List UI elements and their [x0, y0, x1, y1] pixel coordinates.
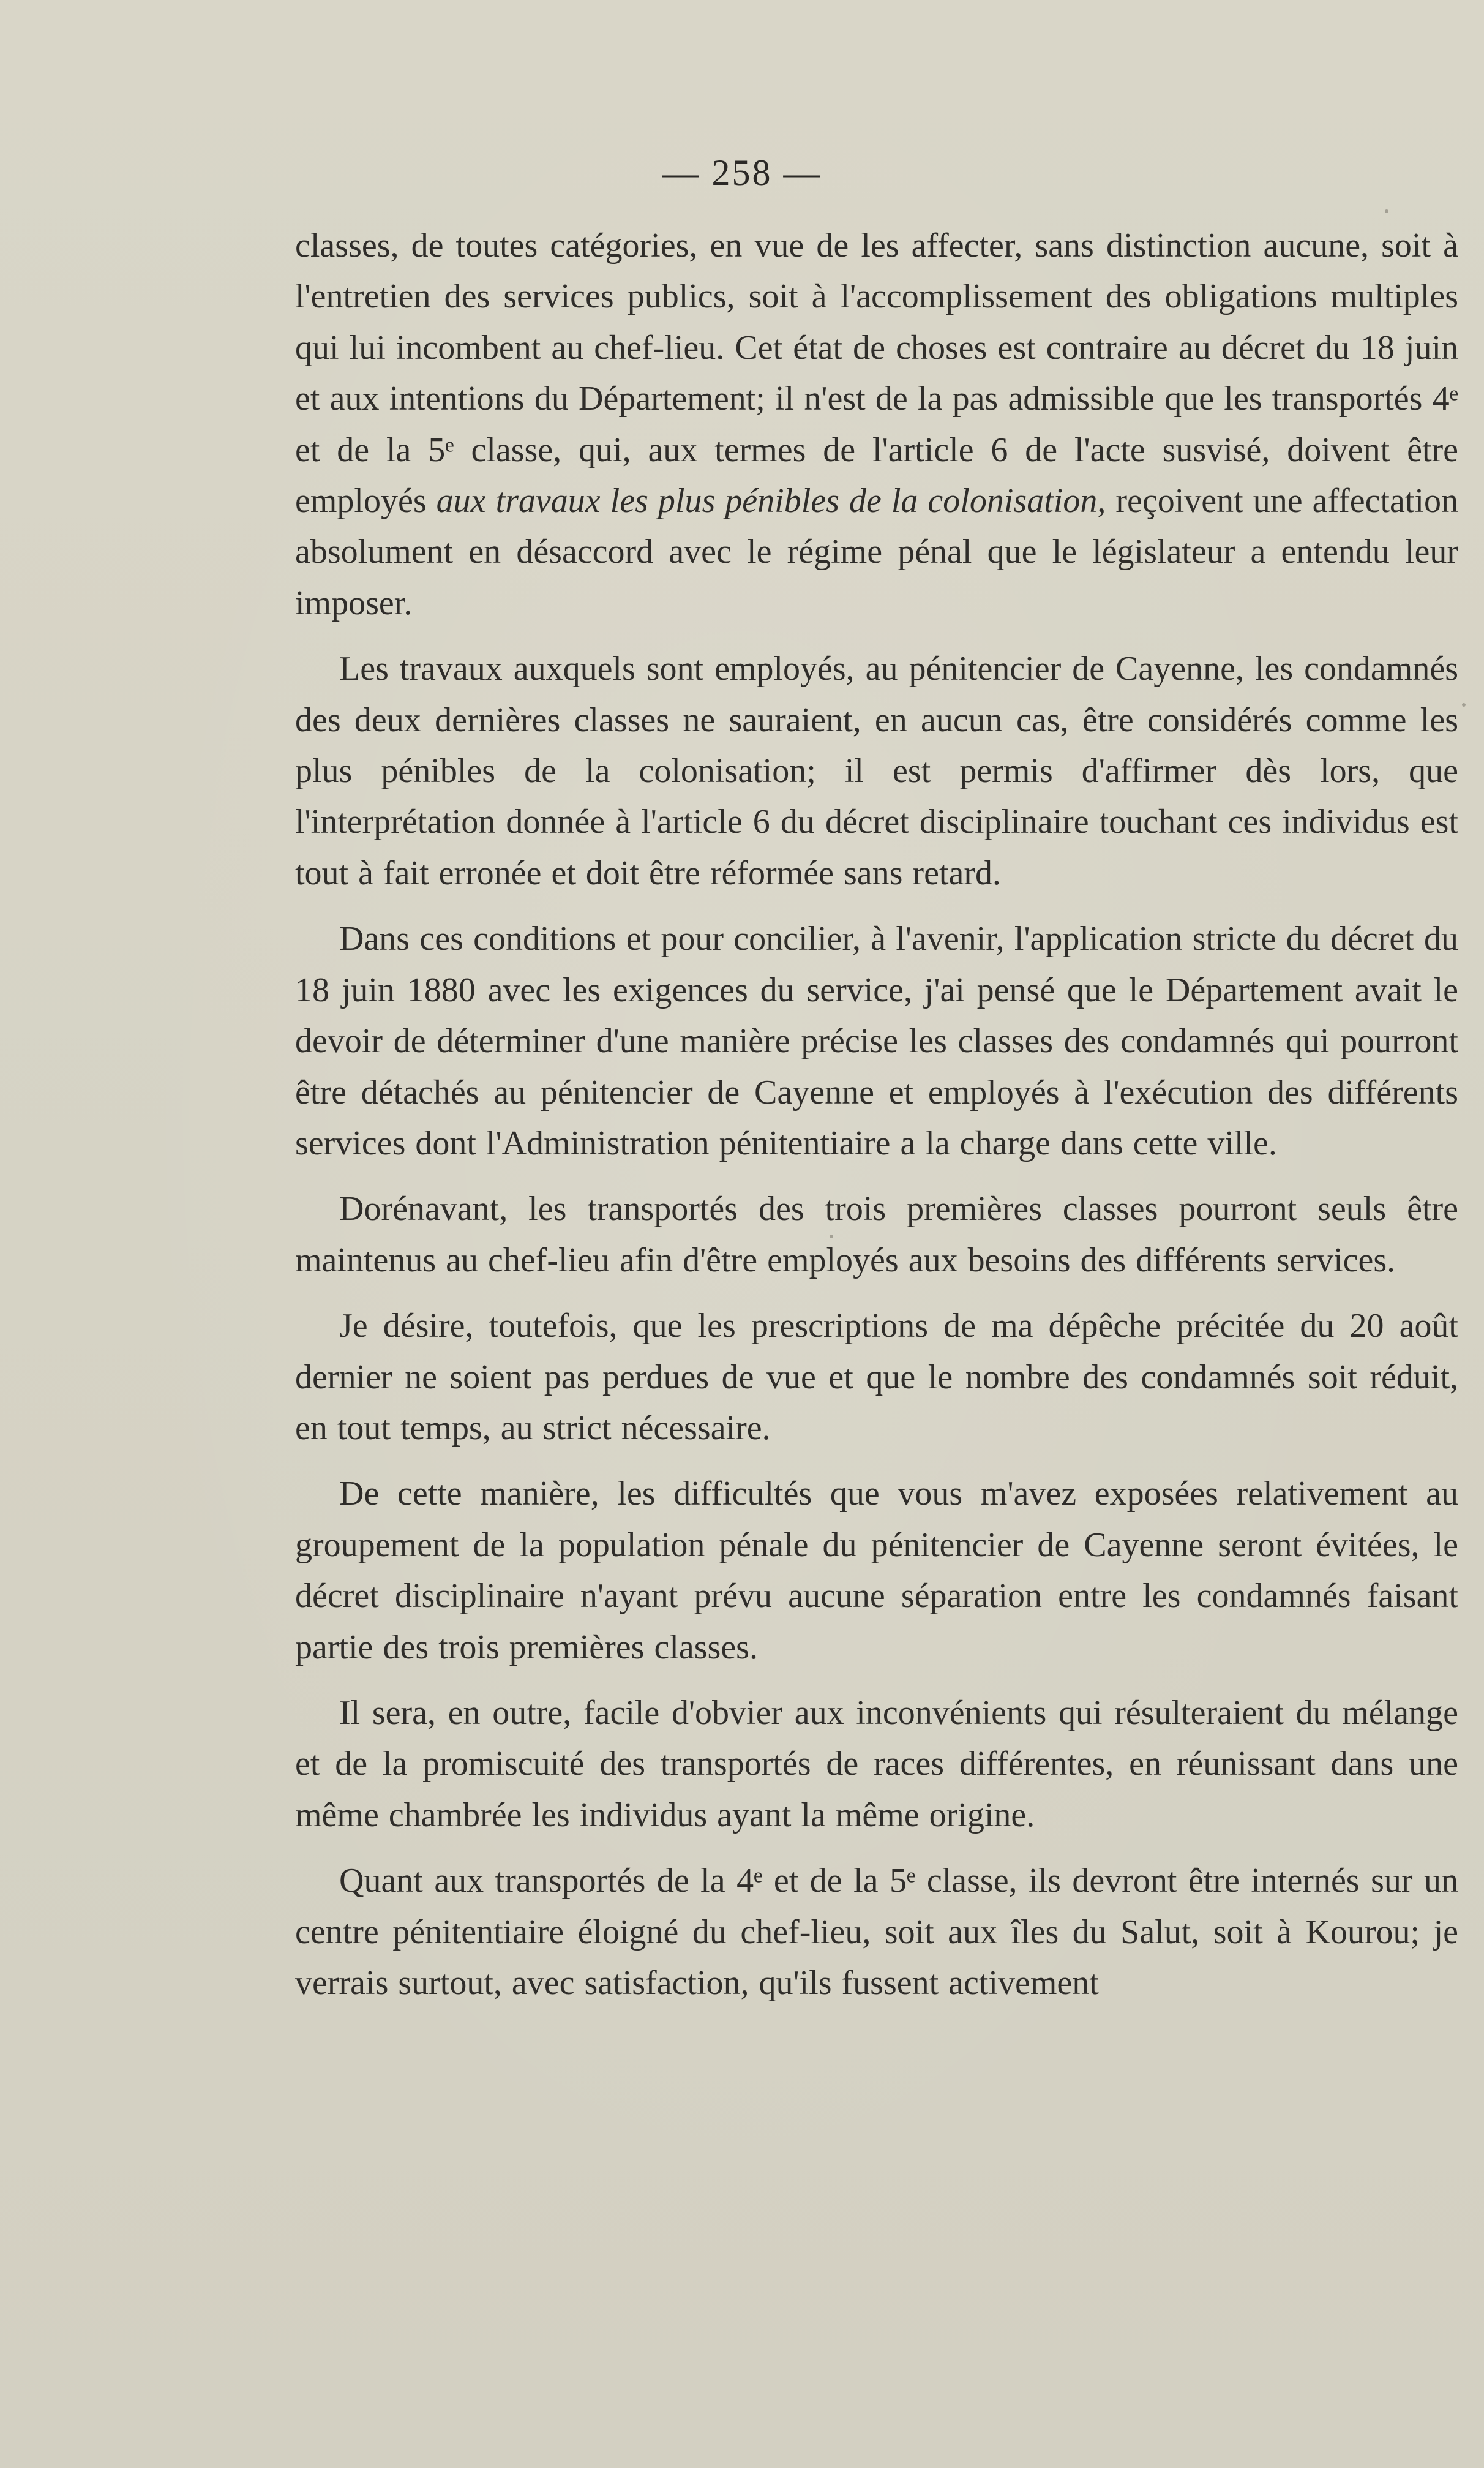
text-segment: Les travaux auxquels sont employés, au pénitencier de Cayenne, les condamnés des deux dernières classes ne sauraient, en aucun cas, être considérés comme les plus pénibles de la colonisation; il est permis d'affirmer dès lors, que l'interprétation donnée à l'article 6 du décret disciplinaire touchant ces individus est tout à fait erronée et doit être réformée sans retard. — [295, 650, 1458, 892]
paragraph — [295, 644, 1458, 899]
paragraph — [295, 1856, 1458, 2009]
scan-speck — [1462, 703, 1466, 707]
text-segment: Dans ces conditions et pour concilier, à l'avenir, l'application stricte du décret du 18 juin 1880 avec les exigences du service, j'ai pensé que le Département avait le devoir de déterminer d'une manière précise les classes des condamnés qui pourront être détachés au pénitencier de Cayenne et employés à l'exécution des différents services dont l'Administration pénitentiaire a la charge dans cette ville. — [295, 920, 1458, 1162]
text-segment: Il sera, en outre, facile d'obvier aux inconvénients qui résulteraient du mélange et de la promiscuité des transportés de races différentes, en réunissant dans une même chambrée les individus ayant la même origine. — [295, 1693, 1458, 1834]
paragraph — [295, 1184, 1458, 1286]
italic-text-segment: aux travaux les plus pénibles de la colonisation — [436, 482, 1098, 521]
page-number: — 258 — — [662, 152, 822, 193]
body-text — [295, 220, 1458, 2009]
text-segment: classes, de toutes catégories, en vue de les affecter, sans distinction aucune, soit à l'entretien des services publics, soit à l'accomplissement des obligations multiples qui lui incombent au chef-lieu. Cet état de choses est contraire au décret du 18 juin et aux intentions du Département; il n'est de la pas admissible que les transportés 4ᵉ et de la 5ᵉ classe, qui, aux termes de l'article 6 de l'acte susvisé, doivent être employés — [295, 227, 1458, 521]
paragraph — [295, 914, 1458, 1169]
paragraph — [295, 220, 1458, 629]
scan-speck — [1385, 209, 1388, 213]
text-segment: Dorénavant, les transportés des trois premières classes pourront seuls être maintenus au chef-lieu afin d'être employés aux besoins des différents services. — [295, 1190, 1458, 1279]
text-segment: Je désire, toutefois, que les prescriptions de ma dépêche précitée du 20 août dernier ne soient pas perdues de vue et que le nombre des condamnés soit réduit, en tout temps, au strict nécessaire. — [295, 1307, 1458, 1447]
paragraph — [295, 1301, 1458, 1454]
scan-speck — [830, 1235, 833, 1238]
paragraph — [295, 1469, 1458, 1673]
text-segment: Quant aux transportés de la 4ᵉ et de la 5ᵉ classe, ils devront être internés sur un centre pénitentiaire éloigné du chef-lieu, soit aux îles du Salut, soit à Kourou; je verrais surtout, avec satisfaction, qu'ils fussent activement — [295, 1862, 1458, 2002]
paragraph — [295, 1688, 1458, 1841]
text-segment: , reçoivent une affectation absolument en désaccord avec le régime pénal que le législateur a entendu leur imposer. — [295, 482, 1459, 622]
text-segment: De cette manière, les difficultés que vous m'avez exposées relativement au groupement de la population pénale du pénitencier de Cayenne seront évitées, le décret disciplinaire n'ayant prévu aucune séparation entre les condamnés faisant partie des trois premières classes. — [295, 1475, 1458, 1666]
